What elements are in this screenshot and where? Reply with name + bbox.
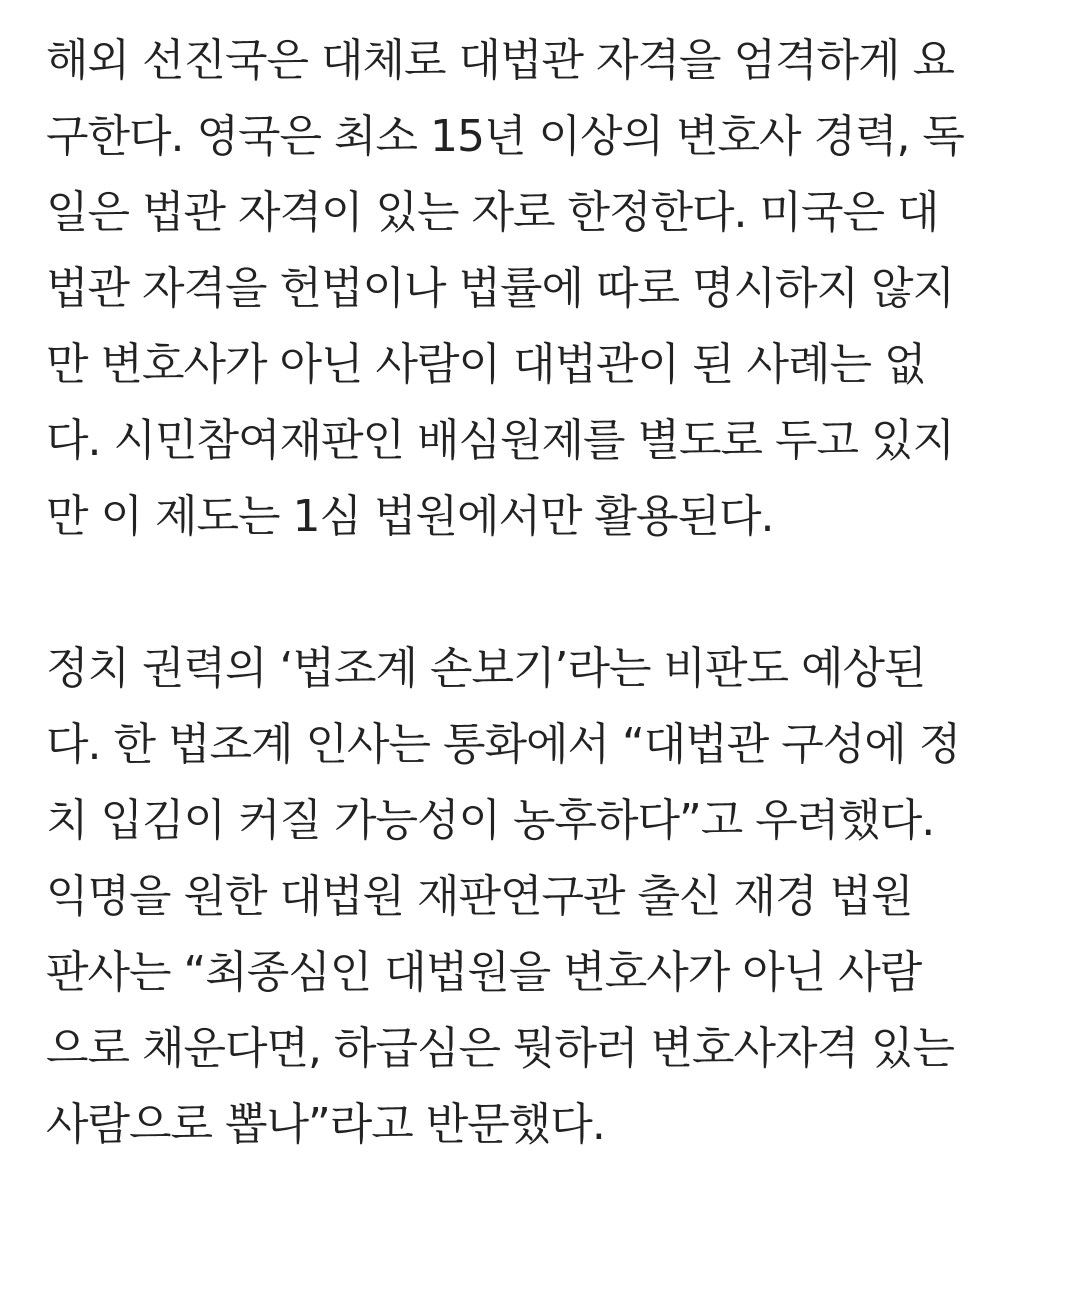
text-line: 다. 시민참여재판인 배심원제를 별도로 두고 있지: [46, 415, 954, 466]
text-line: 일은 법관 자격이 있는 자로 한정한다. 미국은 대: [46, 187, 939, 238]
text-line: 사람으로 뽑나”라고 반문했다.: [46, 1099, 605, 1150]
text-line: 다. 한 법조계 인사는 통화에서 “대법관 구성에 정: [46, 719, 961, 770]
article-body: [46, 30, 1056, 1170]
paragraph-1: [46, 30, 1056, 562]
text-line: 익명을 원한 대법원 재판연구관 출신 재경 법원: [46, 871, 913, 922]
text-line: 으로 채운다면, 하급심은 뭣하러 변호사자격 있는: [46, 1023, 954, 1074]
text-line: 법관 자격을 헌법이나 법률에 따로 명시하지 않지: [46, 263, 954, 314]
text-line: 구한다. 영국은 최소 15년 이상의 변호사 경력, 독: [46, 111, 964, 162]
text-line: 치 입김이 커질 가능성이 농후하다”고 우려했다.: [46, 795, 935, 846]
text-line: 해외 선진국은 대체로 대법관 자격을 엄격하게 요: [46, 35, 954, 86]
text-line: 만 변호사가 아닌 사람이 대법관이 된 사례는 없: [46, 339, 926, 390]
paragraph-spacer: [46, 562, 1056, 638]
text-line: 판사는 “최종심인 대법원을 변호사가 아닌 사람: [46, 947, 922, 998]
paragraph-2: [46, 638, 1056, 1170]
text-line: 정치 권력의 ‘법조계 손보기’라는 비판도 예상된: [46, 643, 926, 694]
text-line: 만 이 제도는 1심 법원에서만 활용된다.: [46, 491, 774, 542]
